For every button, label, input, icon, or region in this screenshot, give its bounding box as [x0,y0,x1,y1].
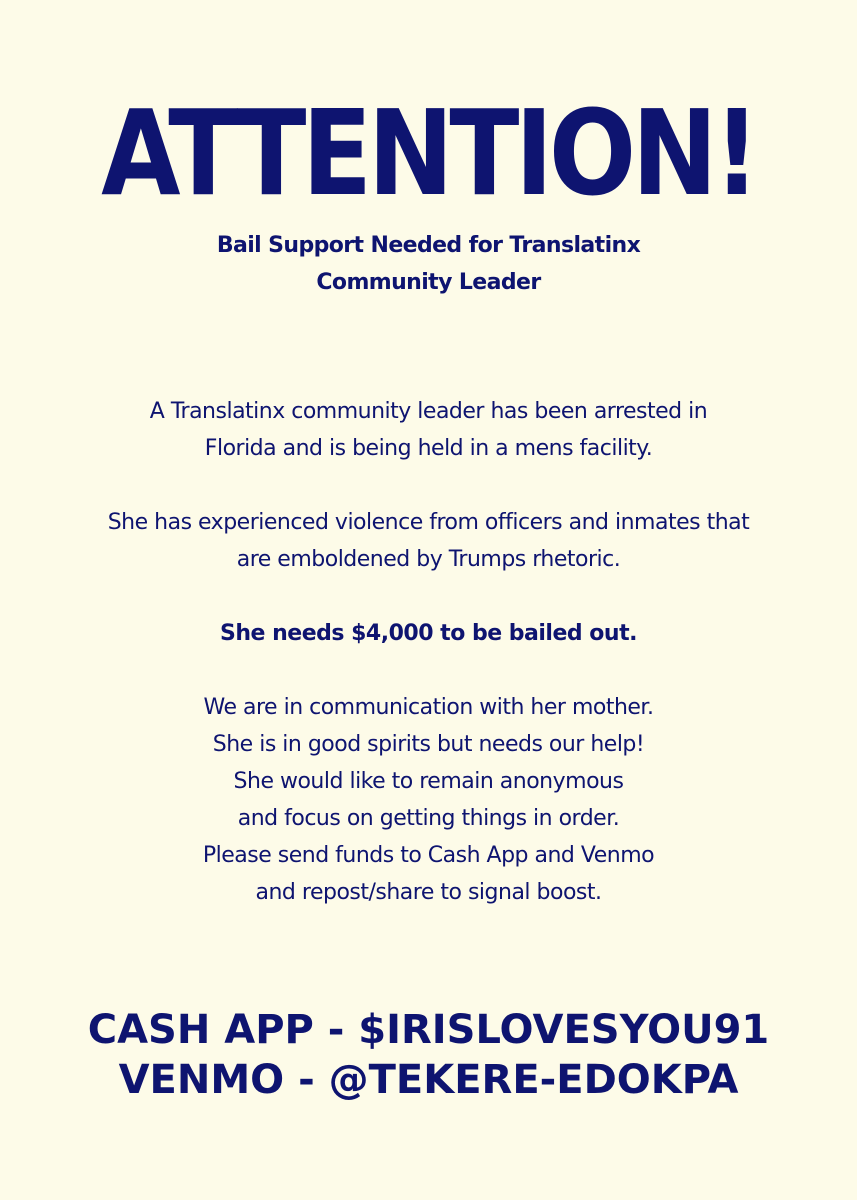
paragraph-line: and repost/share to signal boost. [255,880,602,905]
paragraph-line: We are in communication with her mother. [203,695,654,720]
paragraph-line: Please send funds to Cash App and Venmo [202,843,655,868]
cash-app-handle: CASH APP - $IRISLOVESYOU91 [87,1007,770,1053]
subheading [0,227,857,301]
paragraph-request [0,689,857,911]
paragraph-violence [0,504,857,578]
body-text [0,393,857,948]
paragraph-line: She is in good spirits but needs our help! [212,732,645,757]
paragraph-line: A Translatinx community leader has been arrested in [149,399,708,424]
paragraph-line: are emboldened by Trumps rhetoric. [236,547,621,572]
bail-amount-statement: She needs $4,000 to be bailed out. [220,621,637,646]
paragraph-line: She would like to remain anonymous [233,769,624,794]
paragraph-arrest [0,393,857,467]
subheading-line-2: Community Leader [316,270,541,295]
subheading-line-1: Bail Support Needed for Translatinx [216,233,641,258]
paragraph-line: and focus on getting things in order. [237,806,620,831]
payment-handles [0,1005,857,1105]
paragraph-line: Florida and is being held in a mens facility. [204,436,653,461]
paragraph-line: She has experienced violence from officers and inmates that [107,510,750,535]
venmo-handle: VENMO - @TEKERE-EDOKPA [118,1057,739,1103]
headline: ATTENTION! [101,84,756,222]
